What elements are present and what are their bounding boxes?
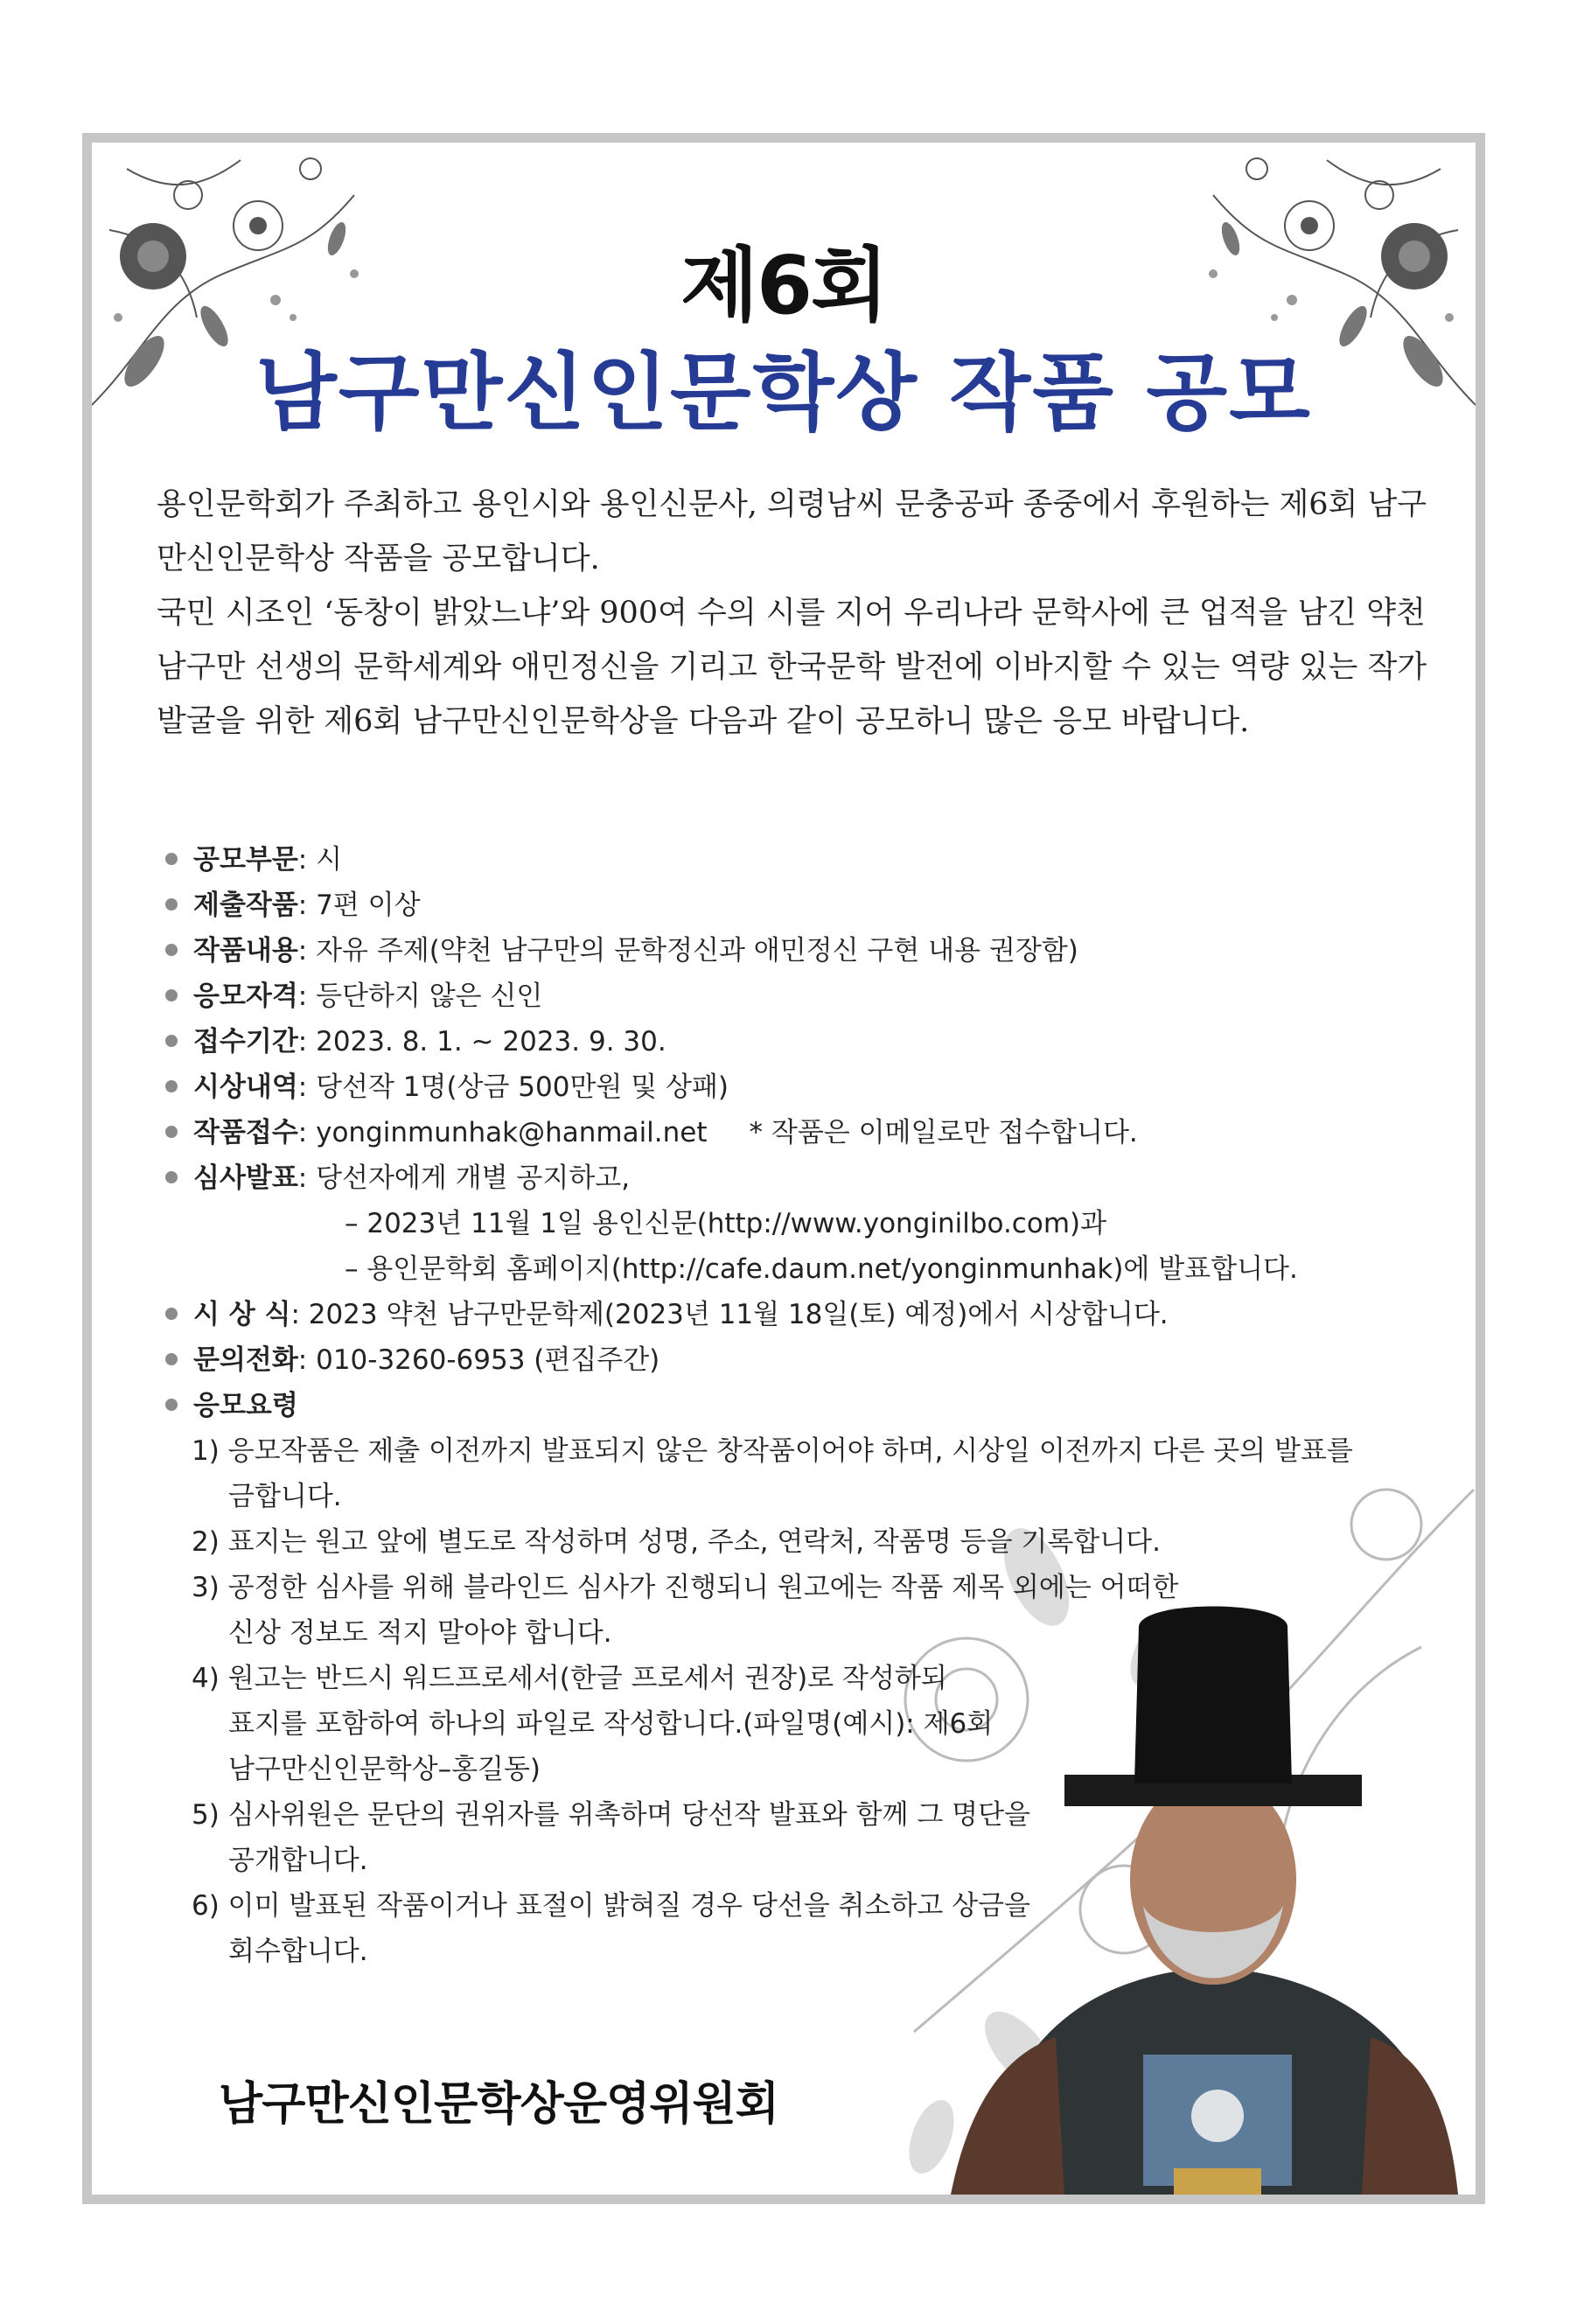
email-only-note: * 작품은 이메일로만 접수합니다.	[749, 1117, 1138, 1148]
title-edition: 제6회	[680, 239, 887, 332]
info-item-eligibility: 응모자격: 등단하지 않은 신인	[165, 979, 542, 1014]
info-item-submission: 제출작품: 7편 이상	[165, 888, 421, 923]
bullet-icon	[165, 1080, 178, 1092]
guideline-4-cont: 표지를 포함하여 하나의 파일로 작성합니다.(파일명(예시): 제6회	[228, 1708, 994, 1740]
guideline-6: 6) 이미 발표된 작품이거나 표절이 밝혀질 경우 당선을 취소하고 상금을	[192, 1890, 1030, 1922]
bullet-icon	[165, 898, 178, 911]
bullet-icon	[165, 989, 178, 1001]
guideline-1: 1) 응모작품은 제출 이전까지 발표되지 않은 창작품이어야 하며, 시상일 이전까지 다른 곳의 발표를	[192, 1435, 1353, 1467]
announce-homepage-line: – 용인문학회 홈페이지(http://cafe.daum.net/yonginmunhak)에 발표합니다.	[345, 1253, 1298, 1285]
guideline-4: 4) 원고는 반드시 워드프로세서(한글 프로세서 권장)로 작성하되	[192, 1663, 947, 1694]
email-link[interactable]: : yonginmunhak@hanmail.net	[297, 1117, 708, 1148]
info-item-receipt: 작품접수: yonginmunhak@hanmail.net * 작품은 이메일로만 접수합니다.	[165, 1115, 1138, 1150]
guideline-1-cont: 금합니다.	[228, 1481, 342, 1512]
bullet-icon	[165, 853, 178, 865]
info-item-announcement: 심사발표: 당선자에게 개별 공지하고,	[165, 1161, 630, 1196]
portrait-illustration	[933, 1565, 1476, 2195]
intro-line-1: 용인문학회가 주최하고 용인시와 용인신문사, 의령남씨 문충공파 종중에서 후원하는 제6회 남구만신인문학상 작품을 공모합니다.	[157, 487, 1427, 576]
bullet-icon	[165, 944, 178, 956]
guideline-3: 3) 공정한 심사를 위해 블라인드 심사가 진행되니 원고에는 작품 제목 외에는 어떠한	[192, 1572, 1179, 1603]
info-item-award: 시상내역: 당선작 1명(상금 500만원 및 상패)	[165, 1070, 729, 1105]
bullet-icon	[165, 1399, 178, 1411]
guideline-2: 2) 표지는 원고 앞에 별도로 작성하며 성명, 주소, 연락처, 작품명 등을 기록합니다.	[192, 1526, 1161, 1558]
guideline-5-cont: 공개합니다.	[228, 1845, 368, 1876]
info-item-period: 접수기간: 2023. 8. 1. ~ 2023. 9. 30.	[165, 1024, 666, 1059]
guideline-3-cont: 신상 정보도 적지 말아야 합니다.	[228, 1617, 612, 1649]
organizer-name: 남구만신인문학상운영위원회	[219, 2078, 779, 2131]
guideline-4-cont-2: 남구만신인문학상–홍길동)	[228, 1754, 541, 1785]
title-main: 남구만신인문학상 작품 공모	[255, 344, 1312, 442]
intro-line-2: 국민 시조인 ‘동창이 밝았느냐’와 900여 수의 시를 지어 우리나라 문학사에 큰 업적을 남긴 약천 남구만 선생의 문학세계와 애민정신을 기리고 한국문학 발전에 이바지할 수 있는 역량 있는 작가 발굴을 위한 제6회 남구만신인문학상을 다음과 같이 공모하니 많은 응모 바랍니다.	[157, 596, 1427, 739]
bullet-icon	[165, 1171, 178, 1183]
guideline-6-cont: 회수합니다.	[228, 1936, 368, 1967]
info-item-ceremony: 시 상 식: 2023 약천 남구만문학제(2023년 11월 18일(토) 예정)에서 시상합니다.	[165, 1297, 1169, 1332]
bullet-icon	[165, 1126, 178, 1138]
announce-newspaper-line: – 2023년 11월 1일 용인신문(http://www.yonginilbo.com)과	[345, 1208, 1107, 1239]
info-item-content: 작품내용: 자유 주제(약천 남구만의 문학정신과 애민정신 구현 내용 권장함)	[165, 933, 1078, 968]
bullet-icon	[165, 1035, 178, 1047]
bullet-icon	[165, 1308, 178, 1320]
info-item-category: 공모부문: 시	[165, 842, 342, 877]
info-item-contact: 문의전화: 010-3260-6953 (편집주간)	[165, 1343, 659, 1378]
info-item-guidelines: 응모요령	[165, 1388, 298, 1423]
intro-paragraph	[157, 478, 1442, 749]
guideline-5: 5) 심사위원은 문단의 권위자를 위촉하며 당선작 발표와 함께 그 명단을	[192, 1799, 1030, 1831]
bullet-icon	[165, 1353, 178, 1365]
poster-frame	[82, 133, 1485, 2204]
